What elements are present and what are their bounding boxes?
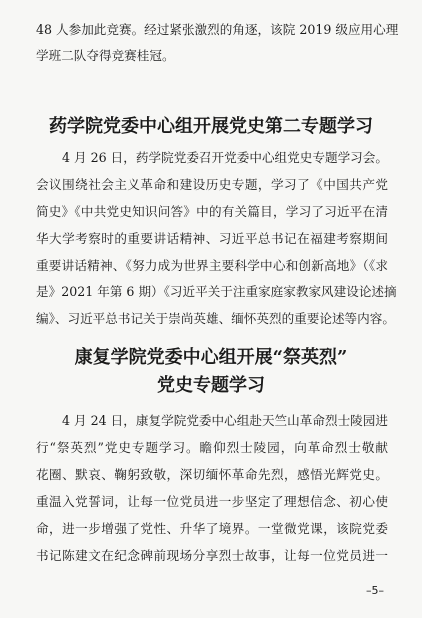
page-number: –5– [366, 584, 384, 597]
paragraph-line: 是》2021 年第 6 期）《习近平关于注重家庭家教家风建设论述摘 [36, 284, 397, 299]
section-heading: 药学院党委中心组开展党史第二专题学习 [49, 116, 373, 137]
paragraph-line: 行“祭英烈”党史专题学习。瞻仰烈士陵园，向革命烈士敬献 [36, 440, 388, 455]
paragraph-line: 重温入党誓词，让每一位党员进一步坚定了理想信念、初心使 [36, 494, 388, 509]
paragraph-line: 书记陈建文在纪念碑前现场分享烈士故事，让每一位党员进一 [36, 548, 388, 563]
section-heading-line2: 党史专题学习 [157, 375, 265, 396]
paragraph-line: 会议围绕社会主义革命和建设历史专题，学习了《中国共产党 [36, 177, 388, 192]
paragraph-line: 华大学考察时的重要讲话精神、习近平总书记在福建考察期间 [36, 231, 388, 246]
paragraph-line: 4 月 24 日，康复学院党委中心组赴天竺山革命烈士陵园进 [62, 413, 388, 428]
paragraph-line: 4 月 26 日，药学院党委召开党委中心组党史专题学习会。 [62, 150, 388, 165]
paragraph-line: 命，进一步增强了党性、升华了境界。一堂微党课，该院党委 [36, 521, 388, 536]
paragraph-line: 花圈、默哀、鞠躬致敬，深切缅怀革命先烈，感悟光辉党史。 [36, 467, 388, 482]
paragraph-line: 编》、习近平总书记关于崇尚英雄、缅怀英烈的重要论述等内容。 [36, 311, 395, 326]
paragraph-line: 48 人参加此竞赛。经过紧张激烈的角逐，该院 2019 级应用心理 [36, 22, 399, 37]
paragraph-line: 重要讲话精神、《努力成为世界主要科学中心和创新高地》（《求 [36, 258, 388, 273]
paragraph-line: 简史》《中共党史知识问答》中的有关篇目，学习了习近平在清 [36, 204, 388, 219]
section-heading-line1: 康复学院党委中心组开展“祭英烈” [74, 347, 348, 368]
paragraph-line: 学班二队夺得竞赛桂冠。 [36, 48, 175, 63]
